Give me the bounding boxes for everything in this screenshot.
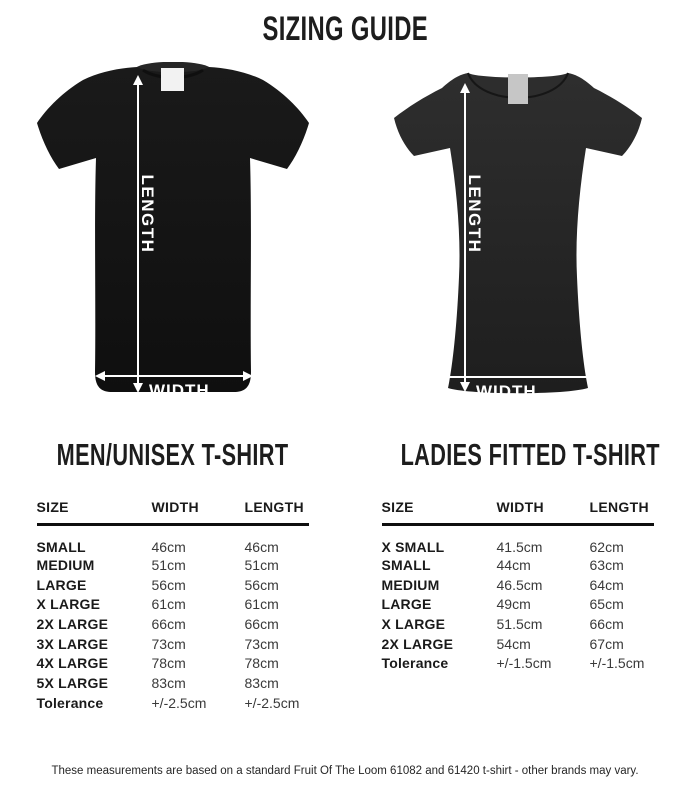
size-cell: MEDIUM — [36, 556, 95, 573]
footer-note: These measurements are based on a standard Fruit Of The Loom 61082 and 61420 t-shirt - other brands may vary. — [51, 765, 639, 777]
table-row — [382, 594, 654, 614]
mens-length-header: LENGTH — [245, 499, 309, 525]
measurement-cell: +/-1.5cm — [496, 655, 552, 672]
measurement-cell: 64cm — [589, 576, 624, 593]
table-row — [37, 673, 309, 693]
measurement-cell: 78cm — [151, 655, 186, 672]
measurement-cell: 83cm — [244, 674, 279, 691]
ladies-length-header: LENGTH — [590, 499, 654, 525]
measurement-cell: 51cm — [151, 556, 186, 573]
mens-shirt-silhouette — [37, 63, 309, 393]
mens-table-header-row — [37, 499, 309, 525]
measurement-cell: 44cm — [496, 556, 531, 573]
measurement-cell: 46cm — [244, 539, 279, 555]
ladies-shirt-silhouette — [394, 73, 642, 393]
ladies-shirt-figure — [345, 62, 690, 407]
size-cell: 4X LARGE — [36, 655, 109, 672]
measurement-cell: 83cm — [151, 674, 186, 691]
ladies-table-col — [345, 499, 690, 673]
page-title: SIZING GUIDE — [262, 10, 428, 48]
table-row — [382, 653, 654, 673]
size-cell: MEDIUM — [381, 576, 440, 593]
ladies-size-table — [382, 499, 654, 673]
measurement-cell: 67cm — [589, 635, 624, 652]
measurement-cell: 78cm — [244, 655, 279, 672]
size-cell: 2X LARGE — [36, 615, 109, 632]
measurement-cell: 56cm — [244, 576, 279, 593]
measurement-cell: 66cm — [244, 615, 279, 632]
shirt-diagrams — [0, 62, 690, 407]
size-cell: X SMALL — [381, 539, 445, 555]
measurement-cell: +/-2.5cm — [151, 694, 207, 711]
ladies-section-heading: LADIES FITTED T-SHIRT — [400, 437, 660, 472]
ladies-section-heading-wrap — [345, 435, 690, 475]
mens-section-heading: MEN/UNISEX T-SHIRT — [56, 437, 289, 472]
measurement-cell: 56cm — [151, 576, 186, 593]
table-row — [382, 575, 654, 595]
measurement-cell: 61cm — [151, 596, 186, 613]
measurement-cell: 73cm — [151, 635, 186, 652]
table-row — [37, 525, 309, 556]
measurement-cell: 46cm — [151, 539, 186, 555]
mens-width-label: WIDTH — [148, 381, 210, 400]
table-row — [37, 594, 309, 614]
ladies-length-label: LENGTH — [464, 174, 484, 254]
mens-neck-tag — [161, 68, 184, 91]
mens-table-col — [0, 499, 345, 713]
size-cell: 5X LARGE — [36, 674, 109, 691]
size-cell: 2X LARGE — [381, 635, 454, 652]
measurement-cell: 46.5cm — [496, 576, 543, 593]
table-row — [37, 555, 309, 575]
table-row — [37, 653, 309, 673]
ladies-width-header: WIDTH — [497, 499, 590, 525]
size-cell: Tolerance — [36, 694, 104, 711]
measurement-cell: 65cm — [589, 596, 624, 613]
ladies-width-label: WIDTH — [475, 382, 537, 401]
size-cell: SMALL — [36, 539, 86, 555]
measurement-cell: 51.5cm — [496, 615, 543, 632]
measurement-cell: 61cm — [244, 596, 279, 613]
size-cell: Tolerance — [381, 655, 449, 672]
measurement-cell: 54cm — [496, 635, 531, 652]
size-cell: X LARGE — [36, 596, 101, 613]
measurement-cell: 73cm — [244, 635, 279, 652]
measurement-cell: +/-1.5cm — [589, 655, 645, 672]
table-row — [37, 693, 309, 713]
table-row — [382, 614, 654, 634]
section-headings — [0, 435, 690, 475]
measurement-cell: +/-2.5cm — [244, 694, 300, 711]
ladies-neck-tag — [508, 74, 528, 104]
size-tables — [0, 499, 690, 713]
table-row — [382, 634, 654, 654]
measurement-cell: 66cm — [589, 615, 624, 632]
measurement-cell: 51cm — [244, 556, 279, 573]
mens-width-header: WIDTH — [152, 499, 245, 525]
ladies-size-header: SIZE — [382, 499, 497, 525]
size-cell: 3X LARGE — [36, 635, 109, 652]
table-row — [382, 525, 654, 556]
table-row — [382, 555, 654, 575]
table-row — [37, 614, 309, 634]
size-cell: SMALL — [381, 556, 431, 573]
page-title-wrap — [0, 10, 690, 48]
measurement-cell: 62cm — [589, 539, 624, 555]
size-cell: LARGE — [381, 596, 432, 613]
mens-section-heading-wrap — [0, 435, 345, 475]
table-row — [37, 575, 309, 595]
table-row — [37, 634, 309, 654]
measurement-cell: 49cm — [496, 596, 531, 613]
ladies-shirt-image — [376, 62, 660, 407]
sizing-guide-page — [0, 10, 690, 785]
size-cell: LARGE — [36, 576, 87, 593]
mens-size-header: SIZE — [37, 499, 152, 525]
mens-size-table — [37, 499, 309, 713]
measurement-cell: 41.5cm — [496, 539, 543, 555]
mens-shirt-image — [31, 62, 315, 407]
size-cell: X LARGE — [381, 615, 446, 632]
measurement-cell: 63cm — [589, 556, 624, 573]
measurement-cell: 66cm — [151, 615, 186, 632]
mens-length-label: LENGTH — [137, 174, 157, 254]
ladies-table-header-row — [382, 499, 654, 525]
mens-shirt-figure — [0, 62, 345, 407]
